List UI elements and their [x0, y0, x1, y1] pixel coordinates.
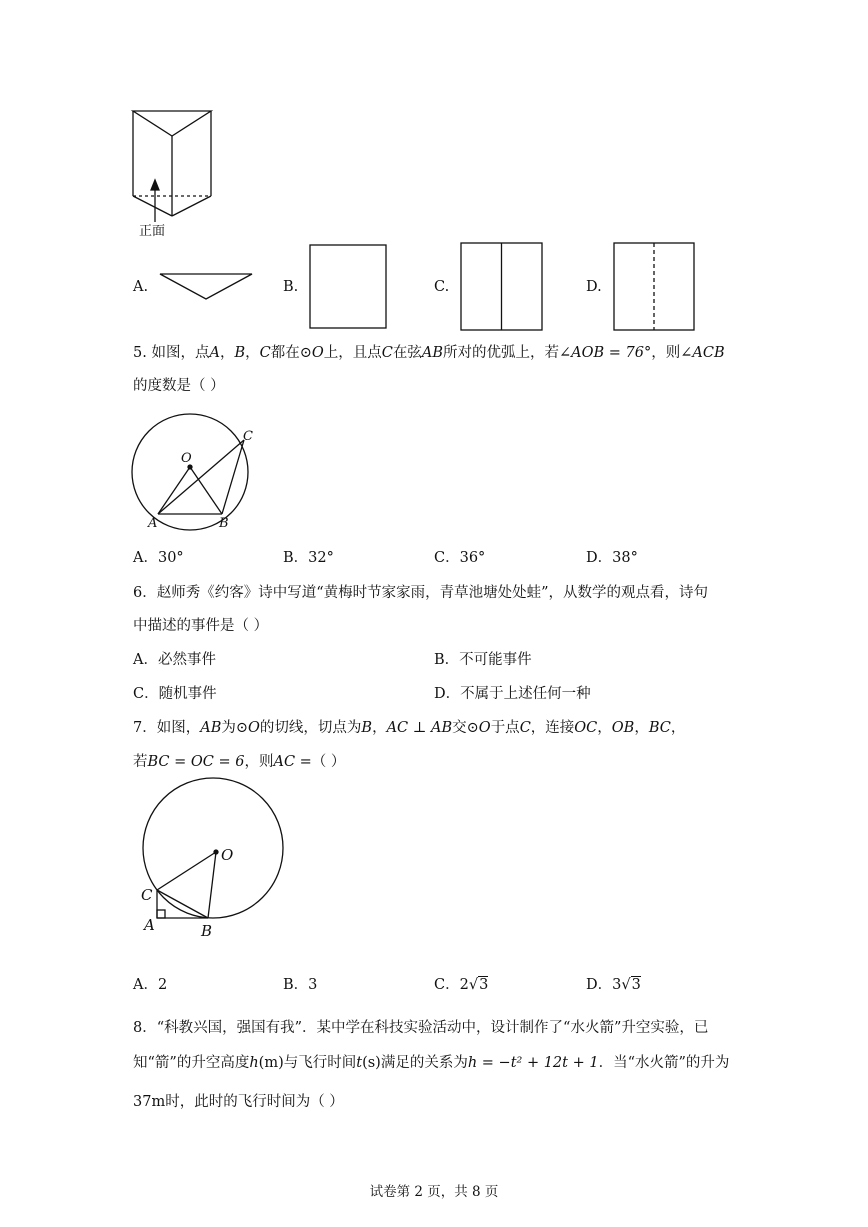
- q5-option-d: D．38°: [586, 550, 638, 566]
- q6-option-d: D．不属于上述任何一种: [434, 686, 591, 702]
- q7-center-dot: [214, 850, 218, 854]
- q7-right-angle-mark: [157, 910, 165, 918]
- q4-option-d: D.: [586, 279, 602, 295]
- q7-label-a: A: [144, 916, 155, 934]
- q7-option-b: B．3: [283, 977, 318, 993]
- q7-line2: 若BC = OC = 6，则AC =（ ）: [133, 754, 346, 770]
- q8-line1: 8．“科教兴国，强国有我”．某中学在科技实验活动中，设计制作了“水火箭”升空实验，已: [133, 1020, 709, 1036]
- q7-label-c: C: [141, 886, 153, 904]
- q5-label-c: C: [243, 429, 253, 444]
- q5-line2: 的度数是（ ）: [133, 378, 225, 394]
- q8-line2: 知“箭”的升空高度h(m)与飞行时间t(s)满足的关系为h = −t² + 12t + 1．当“水火箭”的升为: [133, 1055, 730, 1071]
- q6-option-b: B．不可能事件: [434, 652, 532, 668]
- front-label: 正面: [139, 224, 166, 239]
- page-footer: 试卷第 2 页，共 8 页: [369, 1184, 499, 1200]
- q7-label-b: B: [201, 922, 213, 940]
- q4-option-c: C.: [434, 279, 450, 295]
- q7-line1: 7．如图，AB为⊙O的切线，切点为B，AC ⊥ AB交⊙O于点C，连接OC，OB，BC，: [133, 720, 686, 736]
- q6-line1: 6．赵师秀《约客》诗中写道“黄梅时节家家雨，青草池塘处处蛙”，从数学的观点看，诗句: [133, 585, 709, 601]
- q5-line1: 5. 如图，点A，B，C都在⊙O上，且点C在弦AB所对的优弧上，若∠AOB = 76°，则∠ACB: [133, 345, 725, 361]
- q7-option-a: A．2: [133, 977, 168, 993]
- q7-segment-ob: [208, 852, 216, 918]
- q7-circle: [143, 778, 283, 918]
- q5-label-a: A: [148, 516, 158, 531]
- q6-option-a: A．必然事件: [133, 652, 216, 668]
- q5-option-c: C．36°: [434, 550, 486, 566]
- q5-label-o: O: [181, 451, 192, 466]
- q6-line2: 中描述的事件是（ ）: [133, 618, 269, 634]
- q7-option-d: D．3√3: [586, 977, 641, 993]
- q5-option-a: A．30°: [133, 550, 184, 566]
- q5-label-b: B: [219, 516, 229, 531]
- q7-segment-oc: [157, 852, 216, 890]
- q6-option-c: C．随机事件: [133, 686, 217, 702]
- q4-option-b: B.: [283, 279, 299, 295]
- q7-option-c: C．2√3: [434, 977, 489, 993]
- q7-label-o: O: [221, 846, 234, 864]
- q4-option-a: A.: [133, 279, 149, 295]
- q5-option-b: B．32°: [283, 550, 334, 566]
- q8-line3: 37m时，此时的飞行时间为（ ）: [133, 1094, 344, 1110]
